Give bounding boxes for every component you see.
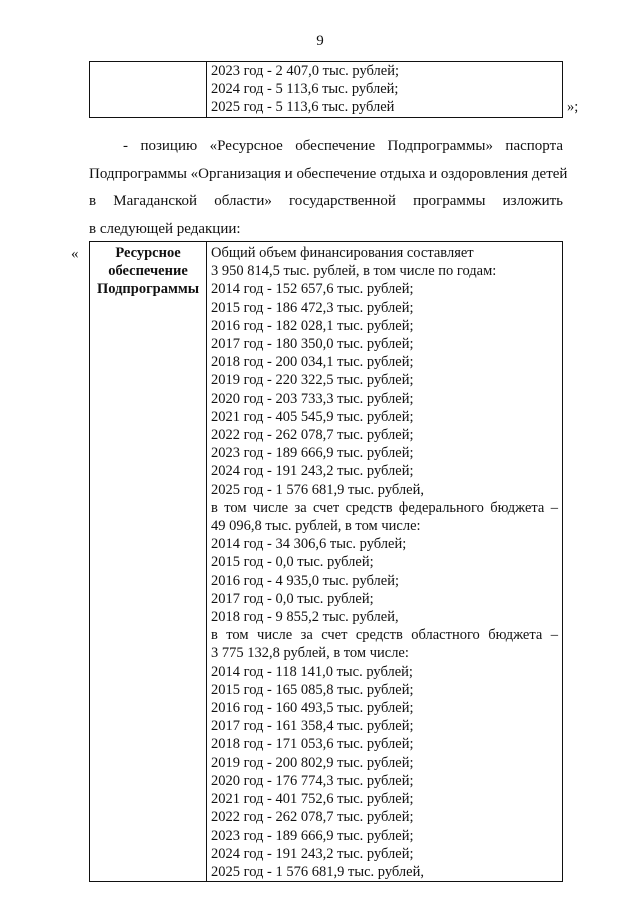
funding-line: 2019 год - 200 802,9 тыс. рублей;	[211, 754, 414, 771]
amendment-paragraph	[89, 133, 568, 243]
funding-line: в том числе за счет средств областного бюджета –	[211, 627, 558, 644]
funding-line: 2015 год - 165 085,8 тыс. рублей;	[211, 681, 414, 698]
funding-line: 2014 год - 34 306,6 тыс. рублей;	[211, 536, 407, 553]
paragraph-line: в следующей редакции:	[89, 220, 241, 237]
funding-line: 2025 год - 1 576 681,9 тыс. рублей,	[211, 481, 424, 498]
funding-line: 2018 год - 200 034,1 тыс. рублей;	[211, 354, 414, 371]
funding-line: 3 950 814,5 тыс. рублей, в том числе по годам:	[211, 263, 497, 280]
paragraph-line: - позицию «Ресурсное обеспечение Подпрограммы» паспорта	[123, 138, 563, 154]
funding-line: 49 096,8 тыс. рублей, в том числе:	[211, 518, 421, 535]
funding-line: 2015 год - 186 472,3 тыс. рублей;	[211, 299, 414, 316]
closing-quote: »;	[567, 99, 579, 115]
table-row	[90, 62, 563, 118]
funding-line: 2017 год - 180 350,0 тыс. рублей;	[211, 336, 414, 353]
funding-line: 2020 год - 203 733,3 тыс. рублей;	[211, 390, 414, 407]
funding-line: 2025 год - 1 576 681,9 тыс. рублей,	[211, 863, 424, 880]
funding-line: в том числе за счет средств федерального бюджета –	[211, 499, 558, 516]
label-line: обеспечение	[108, 263, 188, 280]
funding-line: 2016 год - 4 935,0 тыс. рублей;	[211, 572, 399, 589]
funding-line: 2016 год - 182 028,1 тыс. рублей;	[211, 317, 414, 334]
funding-line: 2024 год - 191 243,2 тыс. рублей;	[211, 463, 414, 480]
page-number: 9	[316, 33, 324, 49]
funding-line: 2024 год - 191 243,2 тыс. рублей;	[211, 845, 414, 862]
funding-line: 2025 год - 5 113,6 тыс. рублей	[211, 99, 395, 116]
funding-line: 2022 год - 262 078,7 тыс. рублей;	[211, 427, 414, 444]
continuation-table	[89, 61, 563, 118]
funding-line: 2019 год - 220 322,5 тыс. рублей;	[211, 372, 414, 389]
table-value-cell	[207, 62, 563, 118]
resource-label-cell	[90, 242, 207, 882]
funding-line: 2014 год - 152 657,6 тыс. рублей;	[211, 281, 414, 298]
label-line: Подпрограммы	[96, 281, 200, 298]
funding-line: 3 775 132,8 рублей, в том числе:	[211, 645, 409, 662]
funding-line: 2022 год - 262 078,7 тыс. рублей;	[211, 809, 414, 826]
funding-line: 2015 год - 0,0 тыс. рублей;	[211, 554, 374, 571]
funding-line: 2018 год - 171 053,6 тыс. рублей;	[211, 736, 414, 753]
paragraph-line: в Магаданской области» государственной программы изложить	[89, 193, 563, 209]
paragraph-line: Подпрограммы «Организация и обеспечение отдыха и оздоровления детей	[89, 165, 568, 182]
funding-line: 2024 год - 5 113,6 тыс. рублей;	[211, 81, 399, 98]
funding-line: 2021 год - 405 545,9 тыс. рублей;	[211, 408, 414, 425]
funding-line: 2023 год - 2 407,0 тыс. рублей;	[211, 63, 399, 79]
funding-line: 2014 год - 118 141,0 тыс. рублей;	[211, 663, 413, 680]
funding-line: 2018 год - 9 855,2 тыс. рублей,	[211, 609, 399, 626]
funding-line: Общий объем финансирования составляет	[211, 245, 474, 261]
funding-line: 2023 год - 189 666,9 тыс. рублей;	[211, 827, 414, 844]
funding-line: 2023 год - 189 666,9 тыс. рублей;	[211, 445, 414, 462]
table-row	[90, 242, 563, 882]
funding-line: 2016 год - 160 493,5 тыс. рублей;	[211, 700, 414, 717]
funding-line: 2017 год - 161 358,4 тыс. рублей;	[211, 718, 414, 735]
funding-line: 2021 год - 401 752,6 тыс. рублей;	[211, 791, 414, 808]
opening-quote: «	[71, 246, 79, 262]
funding-line: 2017 год - 0,0 тыс. рублей;	[211, 590, 374, 607]
table-label-cell	[90, 62, 207, 118]
resource-value-cell	[207, 242, 563, 882]
resource-provision-table	[89, 241, 563, 882]
funding-line: 2020 год - 176 774,3 тыс. рублей;	[211, 772, 414, 789]
label-line: Ресурсное	[115, 245, 181, 261]
